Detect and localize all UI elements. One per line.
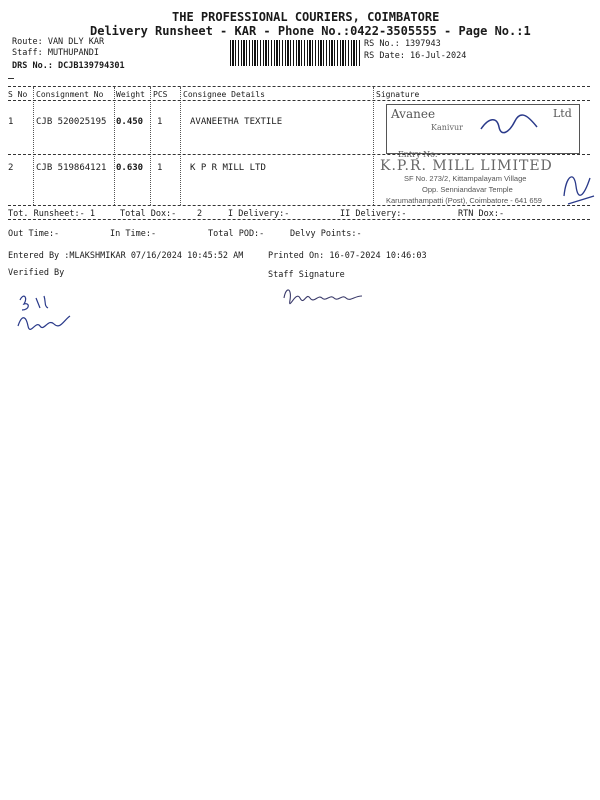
consignee-stamp-1 xyxy=(386,104,580,154)
printed-on: Printed On: 16-07-2024 10:46:03 xyxy=(268,251,427,261)
row2-consignee: K P R MILL LTD xyxy=(190,163,266,173)
ii-delivery: II Delivery:- xyxy=(340,209,407,219)
row1-consignment: CJB 520025195 xyxy=(36,117,107,127)
company-title: THE PROFESSIONAL COURIERS, COIMBATORE xyxy=(172,10,440,24)
rs-date: RS Date: 16-Jul-2024 xyxy=(364,51,467,61)
stamp2-line3: Karumathampatti (Post), Coimbatore - 641 659 xyxy=(386,196,542,205)
rtn-dox: RTN Dox:- xyxy=(458,209,505,219)
stamp2-line2: Opp. Senniandavar Temple xyxy=(422,185,513,194)
stamp1-suffix: Ltd xyxy=(553,107,572,120)
total-dox-label: Total Dox:- xyxy=(120,209,177,219)
consignee-signature-1 xyxy=(479,113,539,139)
col-header-pcs: PCS xyxy=(153,90,168,99)
runsheet-subtitle: Delivery Runsheet - KAR - Phone No.:0422-3505555 - Page No.:1 xyxy=(90,24,531,38)
stamp2-name: K.P.R. MILL LIMITED xyxy=(380,158,553,174)
drs-number: DRS No.: DCJB139794301 xyxy=(12,61,125,71)
route-label: Route: VAN DLY KAR xyxy=(12,37,105,47)
handwritten-signature-icon xyxy=(479,113,539,135)
stamp2-line1: SF No. 273/2, Kittampalayam Village xyxy=(404,174,527,183)
row1-consignee: AVANEETHA TEXTILE xyxy=(190,117,283,127)
handwritten-signature-icon xyxy=(560,166,596,208)
row2-consignment: CJB 519864121 xyxy=(36,163,107,173)
staff-handwritten-signature xyxy=(282,284,366,310)
verified-by: Verified By xyxy=(8,268,65,278)
entered-by: Entered By :MLAKSHMIKAR 07/16/2024 10:45:52 AM xyxy=(8,251,244,261)
staff-signature-label: Staff Signature xyxy=(268,270,345,280)
delvy-points: Delvy Points:- xyxy=(290,229,362,239)
in-time: In Time:- xyxy=(110,229,157,239)
verifier-signature xyxy=(14,290,74,338)
col-header-sno: S No xyxy=(8,90,28,99)
row1-pcs: 1 xyxy=(157,117,163,127)
stamp1-sub: Kanivur xyxy=(431,123,463,132)
col-header-consignment: Consignment No xyxy=(36,90,104,99)
staff-label: Staff: MUTHUPANDI xyxy=(12,48,99,58)
row2-weight: 0.630 xyxy=(116,163,144,173)
total-pod: Total POD:- xyxy=(208,229,265,239)
rs-number: RS No.: 1397943 xyxy=(364,39,441,49)
col-header-signature: Signature xyxy=(376,90,420,99)
handwritten-signature-icon xyxy=(282,284,366,306)
total-dox-value: 2 xyxy=(197,209,203,219)
consignee-stamp-2 xyxy=(380,150,576,208)
handwritten-signature-icon xyxy=(14,290,74,334)
barcode xyxy=(230,40,360,66)
i-delivery: I Delivery:- xyxy=(228,209,290,219)
row2-sno: 2 xyxy=(8,163,14,173)
col-header-consignee: Consignee Details xyxy=(183,90,265,99)
stamp1-name: Avanee xyxy=(391,107,436,121)
stamp2-entry: Entry No: xyxy=(398,150,438,159)
out-time: Out Time:- xyxy=(8,229,60,239)
row2-pcs: 1 xyxy=(157,163,163,173)
row1-weight: 0.450 xyxy=(116,117,144,127)
tot-runsheet: Tot. Runsheet:- 1 xyxy=(8,209,95,219)
col-header-weight: Weight xyxy=(116,90,145,99)
row1-sno: 1 xyxy=(8,117,14,127)
